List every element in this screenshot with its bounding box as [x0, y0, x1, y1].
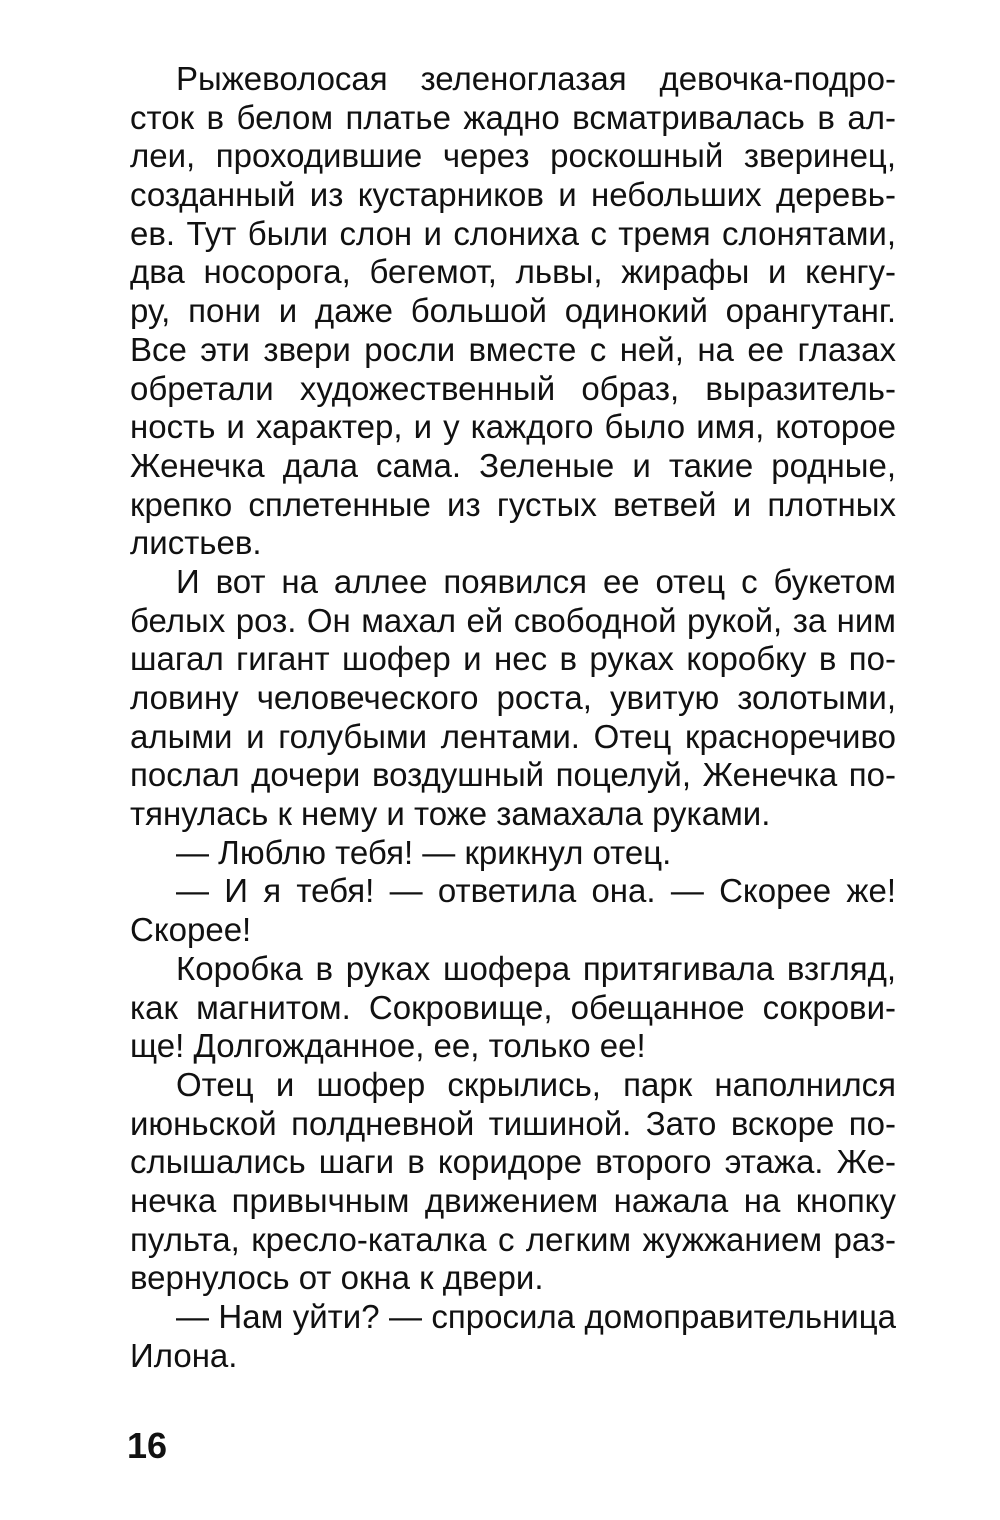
text-line: как магнитом. Сокровище, обещанное сокрови- [130, 988, 896, 1026]
text-line: Илона. [130, 1336, 238, 1374]
text-line: И вот на аллее появился ее отец с букетом [176, 562, 896, 600]
text-line: — Нам уйти? — спросила домоправительница [176, 1298, 896, 1335]
text-line: ев. Тут были слон и слониха с тремя слонятами, [130, 214, 896, 252]
text-line: ру, пони и даже большой одинокий орангутанг. [130, 292, 896, 330]
text-line: шагал гигант шофер и нес в руках коробку в по- [130, 640, 896, 678]
text-line: леи, проходившие через роскошный зверинец, [130, 137, 896, 175]
paragraph-1 [130, 60, 896, 563]
text-line: ловину человеческого роста, увитую золотыми, [130, 679, 896, 716]
text-line: послал дочери воздушный поцелуй, Женечка по- [130, 756, 896, 794]
text-line: пульта, кресло-каталка с легким жужжанием раз- [130, 1220, 896, 1258]
paragraph-7 [130, 1298, 896, 1375]
text-line: два носорога, бегемот, львы, жирафы и кенгу- [130, 253, 896, 291]
text-line: белых роз. Он махал ей свободной рукой, за ним [130, 601, 896, 639]
text-line: Скорее! [130, 911, 252, 949]
paragraph-3 [130, 834, 896, 873]
text-line: Рыжеволосая зеленоглазая девочка-подро- [176, 60, 896, 97]
text-line: сток в белом платье жадно всматривалась в ал- [130, 98, 896, 136]
text-line: алыми и голубыми лентами. Отец красноречиво [130, 717, 896, 755]
text-line: ще! Долгожданное, ее, только ее! [130, 1027, 646, 1065]
text-line: Коробка в руках шофера притягивала взгляд, [176, 949, 896, 987]
text-line: слышались шаги в коридоре второго этажа. Же- [130, 1143, 896, 1181]
text-line: нечка привычным движением нажала на кнопку [130, 1181, 896, 1219]
text-line: тянулась к нему и тоже замахала руками. [130, 795, 771, 833]
body-text [130, 60, 896, 1375]
paragraph-2 [130, 563, 896, 834]
text-line: — И я тебя! — ответила она. — Скорее же! [176, 872, 896, 910]
text-line: ность и характер, и у каждого было имя, которое [130, 408, 896, 446]
text-line: созданный из кустарников и небольших деревь- [130, 176, 896, 214]
paragraph-6 [130, 1066, 896, 1298]
text-line: Все эти звери росли вместе с ней, на ее глазах [130, 330, 896, 368]
text-line: Женечка дала сама. Зеленые и такие родные, [130, 446, 896, 484]
text-line: листьев. [130, 524, 262, 562]
page-number: 16 [127, 1425, 168, 1466]
text-line: обретали художественный образ, выразитель- [130, 369, 896, 407]
text-line: вернулось от окна к двери. [130, 1259, 544, 1297]
text-line: — Люблю тебя! — крикнул отец. [176, 833, 672, 871]
text-line: крепко сплетенные из густых ветвей и плотных [130, 485, 896, 523]
paragraph-5 [130, 950, 896, 1066]
paragraph-4 [130, 872, 896, 949]
text-line: Отец и шофер скрылись, парк наполнился [176, 1065, 896, 1103]
text-line: июньской полдневной тишиной. Зато вскоре по- [130, 1104, 896, 1142]
